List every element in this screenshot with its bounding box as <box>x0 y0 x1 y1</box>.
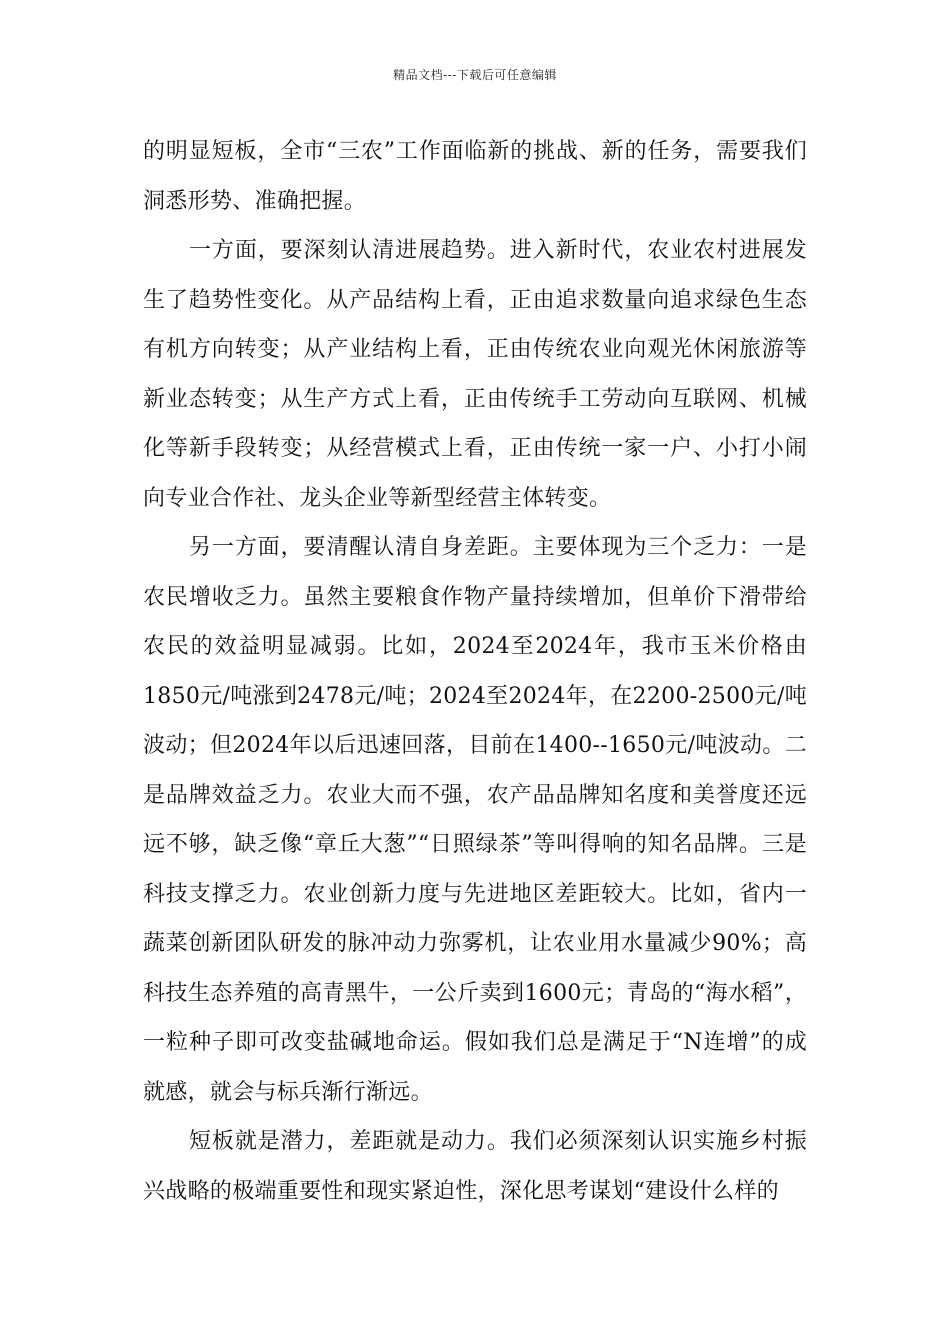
paragraph-potential: 短板就是潜力，差距就是动力。我们必须深刻认识实施乡村振兴战略的极端重要性和现实紧迫性，深化思考谋划“建设什么样的 <box>143 1129 807 1204</box>
document-body <box>143 127 807 1216</box>
paragraph-trends: 一方面，要深刻认清进展趋势。进入新时代，农业农村进展发生了趋势性变化。从产品结构上看，正由追求数量向追求绿色生态有机方向转变；从产业结构上看，正由传统农业向观光休闲旅游等新业态转变；从生产方式上看，正由传统手工劳动向互联网、机械化等新手段转变；从经营模式上看，正由传统一家一户、小打小闹向专业合作社、龙头企业等新型经营主体转变。 <box>143 238 807 511</box>
page-header: 精品文档---下载后可任意编辑 <box>393 68 557 82</box>
paragraph-continuation: 的明显短板，全市“三农”工作面临新的挑战、新的任务，需要我们洞悉形势、准确把握。 <box>143 139 807 214</box>
paragraph-gaps: 另一方面，要清醒认清自身差距。主要体现为三个乏力：一是农民增收乏力。虽然主要粮食作物产量持续增加，但单价下滑带给农民的效益明显减弱。比如，2024至2024年，我市玉米价格由1850元/吨涨到2478元/吨；2024至2024年，在2200-2500元/吨波动；但2024年以后迅速回落，目前在1400--1650元/吨波动。二是品牌效益乏力。农业大而不强，农产品品牌知名度和美誉度还远远不够，缺乏像“章丘大葱”“日照绿茶”等叫得响的知名品牌。三是科技支撑乏力。农业创新力度与先进地区差距较大。比如，省内一蔬菜创新团队研发的脉冲动力弥雾机，让农业用水量减少90%；高科技生态养殖的高青黑牛，一公斤卖到1600元；青岛的“海水稻”，一粒种子即可改变盐碱地命运。假如我们总是满足于“N连增”的成就感，就会与标兵渐行渐远。 <box>143 535 807 1105</box>
